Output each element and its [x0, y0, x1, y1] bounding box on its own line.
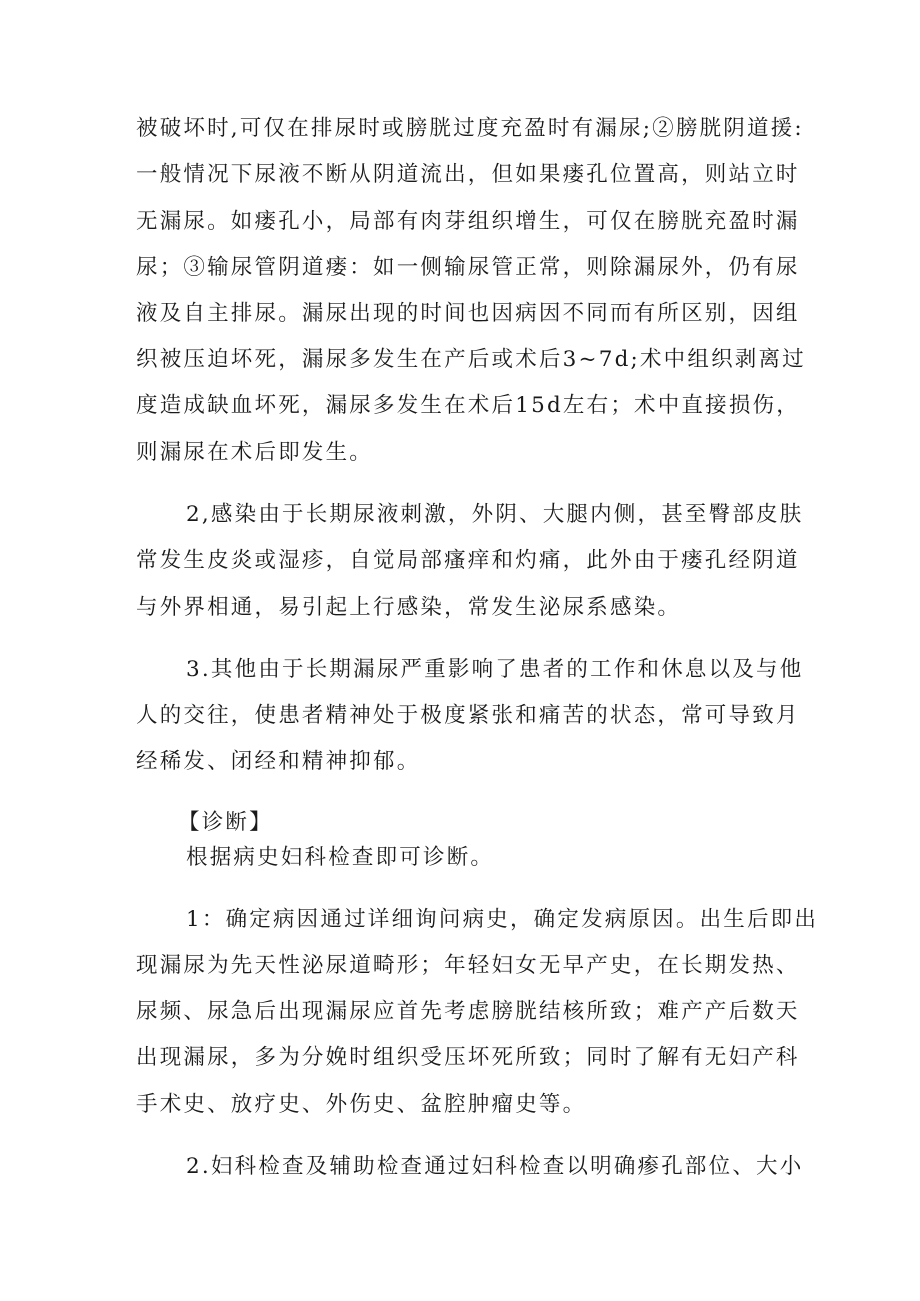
paragraph-infection-line-2: 常发生皮炎或湿疹，自觉局部瘙痒和灼痛，此外由于瘘孔经阴道: [136, 548, 800, 573]
paragraph-cause-line-5: 手术史、放疗史、外伤史、盆腔肿瘤史等。: [136, 1092, 587, 1117]
paragraph-other-line-1: 3.其他由于长期漏尿严重影响了患者的工作和休息以及与他: [186, 657, 804, 682]
text-line-2: 一般情况下尿液不断从阴道流出，但如果瘘孔位置高，则站立时: [136, 162, 800, 187]
section-heading-diagnosis: 【诊断】: [178, 810, 273, 835]
text-line-1: 被破坏时,可仅在排尿时或膀胱过度充盈时有漏尿;②膀胱阴道援:: [136, 116, 804, 141]
paragraph-infection-line-3: 与外界相通，易引起上行感染，常发生泌尿系感染。: [136, 595, 682, 620]
paragraph-cause-line-3: 尿频、尿急后出现漏尿应首先考虑膀胱结核所致；难产产后数天: [136, 999, 800, 1024]
text-line-5: 液及自主排尿。漏尿出现的时间也因病因不同而有所区别，因组: [136, 301, 800, 326]
paragraph-other-line-3: 经稀发、闭经和精神抑郁。: [136, 749, 421, 774]
text-line-8: 则漏尿在术后即发生。: [136, 440, 374, 465]
text-line-7: 度造成缺血坏死，漏尿多发生在术后15d左右；术中直接损伤，: [136, 393, 800, 418]
diagnosis-intro: 根据病史妇科检查即可诊断。: [186, 845, 495, 870]
paragraph-infection-line-1: 2,感染由于长期尿液刺激，外阴、大腿内侧，甚至臀部皮肤: [186, 502, 804, 527]
text-line-6: 织被压迫坏死，漏尿多发生在产后或术后3~7d;术中组织剥离过: [136, 347, 806, 372]
text-line-4: 尿；③输尿管阴道瘘：如一侧输尿管正常，则除漏尿外，仍有尿: [136, 255, 800, 280]
paragraph-exam-line-1: 2.妇科检查及辅助检查通过妇科检查以明确瘆孔部位、大小: [186, 1154, 804, 1179]
paragraph-cause-line-2: 现漏尿为先天性泌尿道畸形；年轻妇女无早产史，在长期发热、: [136, 953, 800, 978]
paragraph-other-line-2: 人的交往，使患者精神处于极度紧张和痛苦的状态，常可导致月: [136, 703, 800, 728]
paragraph-cause-line-1: 1：确定病因通过详细询问病史，确定发病原因。出生后即出: [186, 907, 819, 932]
text-line-3: 无漏尿。如瘘孔小，局部有肉芽组织增生，可仅在膀胱充盈时漏: [136, 209, 800, 234]
paragraph-cause-line-4: 出现漏尿，多为分娩时组织受压坏死所致；同时了解有无妇产科: [136, 1045, 800, 1070]
